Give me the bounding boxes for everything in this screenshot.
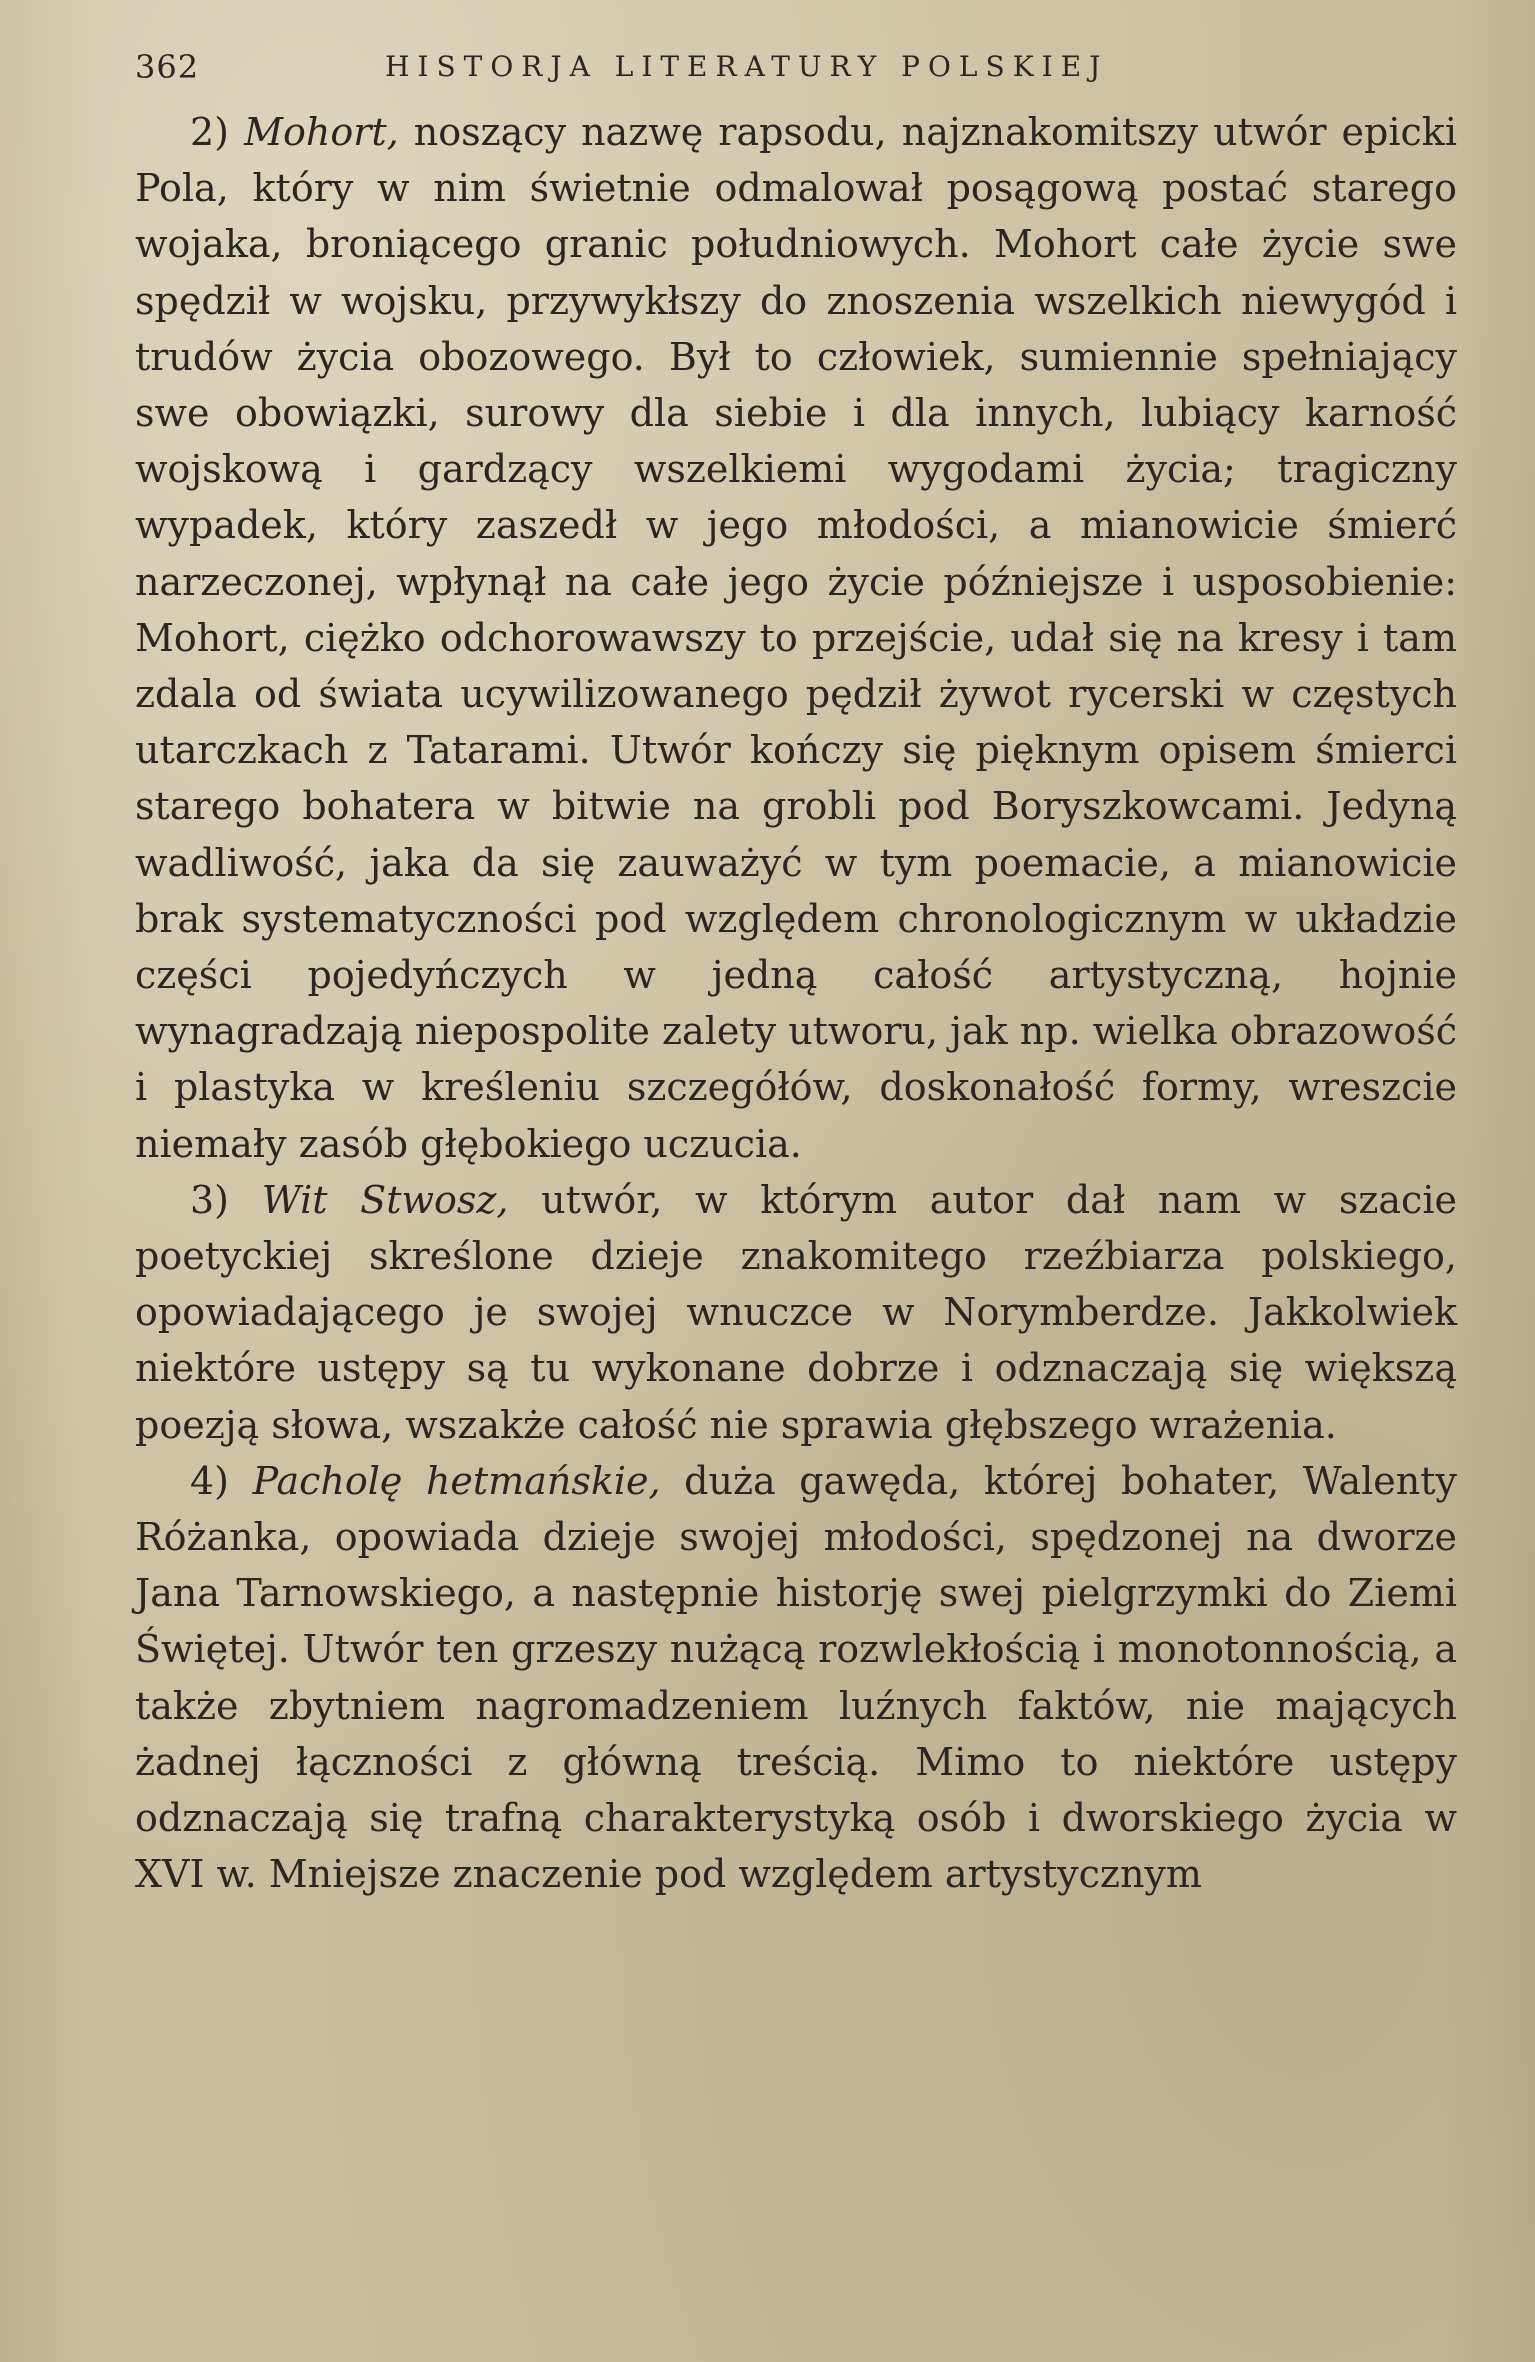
paragraph-text: duża gawęda, której bohater, Walenty Różanka, opowiada dzieje swojej młodości, spędzonej na dworze Jana Tarnowskiego, a następnie historję swej pielgrzymki do Ziemi Świętej. Utwór ten grzeszy nużącą rozwlekłością i monotonnością, a także zbytniem nagromadzeniem luźnych faktów, nie mających żadnej łączności z główną treścią. Mimo to niektóre ustępy odznaczają się trafną charakterystyką osób i dworskiego życia w XVI w. Mniejsze znaczenie pod względem artystycznym	[135, 1458, 1457, 1897]
paragraph-pachole-hetmanskie	[135, 1453, 1457, 1903]
paragraph-text: utwór, w którym autor dał nam w szacie poetyckiej skreślone dzieje znakomitego rzeźbiarza polskiego, opowiadającego je swojej wnuczce w Norymberdze. Jakkolwiek niektóre ustępy są tu wykonane dobrze i odznaczają się większą poezją słowa, wszakże całość nie sprawia głębszego wrażenia.	[135, 1177, 1457, 1447]
paragraph-text: noszący nazwę rapsodu, najznakomitszy utwór epicki Pola, który w nim świetnie odmalował posągową postać starego wojaka, broniącego granic południowych. Mohort całe życie swe spędził w wojsku, przywykłszy do znoszenia wszelkich niewygód i trudów życia obozowego. Był to człowiek, sumiennie spełniający swe obowiązki, surowy dla siebie i dla innych, lubiący karność wojskową i gardzący wszelkiemi wygodami życia; tragiczny wypadek, który zaszedł w jego młodości, a mianowicie śmierć narzeczonej, wpłynął na całe jego życie późniejsze i usposobienie: Mohort, ciężko odchorowawszy to przejście, udał się na kresy i tam zdala od świata ucywilizowanego pędził żywot rycerski w częstych utarczkach z Tatarami. Utwór kończy się pięknym opisem śmierci starego bohatera w bitwie na grobli pod Boryszkowcami. Jedyną wadliwość, jaka da się zauważyć w tym poemacie, a mianowicie brak systematyczności pod względem chronologicznym w układzie części pojedyńczych w jedną całość artystyczną, hojnie wynagradzają niepospolite zalety utworu, jak np. wielka obrazowość i plastyka w kreśleniu szczegółów, doskonałość formy, wreszcie niemały zasób głębokiego uczucia.	[135, 110, 1457, 1166]
work-title: Pacholę hetmańskie,	[252, 1458, 661, 1503]
paragraph-wit-stwosz	[135, 1172, 1457, 1453]
paragraph-number: 2)	[190, 110, 230, 154]
running-title: HISTORJA LITERATURY POLSKIEJ	[385, 50, 1109, 83]
body-text	[135, 104, 1457, 1903]
work-title: Wit Stwosz,	[261, 1177, 509, 1222]
page-number: 362	[135, 48, 200, 86]
running-head	[135, 40, 1465, 100]
paragraph-number: 4)	[190, 1458, 230, 1503]
work-title: Mohort,	[244, 110, 399, 154]
paragraph-number: 3)	[190, 1177, 230, 1222]
paragraph-mohort	[135, 104, 1457, 1172]
